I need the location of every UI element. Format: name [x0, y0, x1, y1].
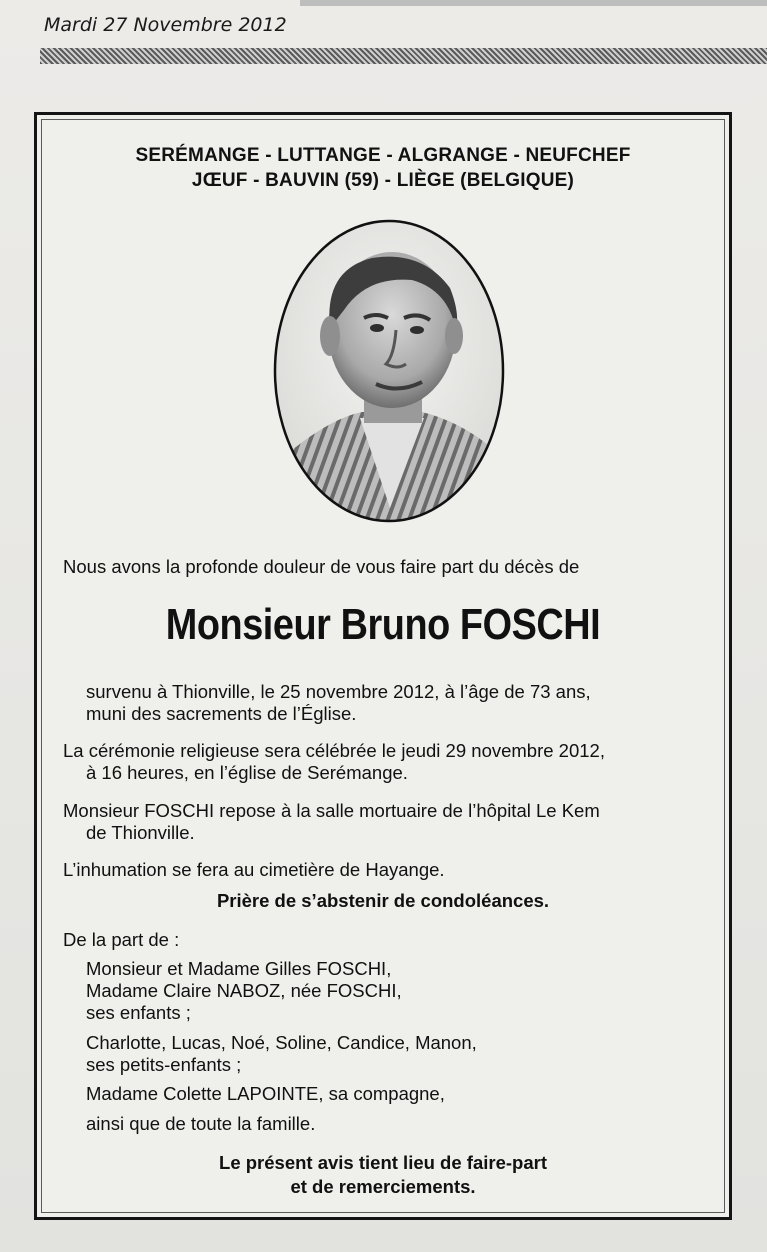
family-children-1: Monsieur et Madame Gilles FOSCHI, [86, 958, 392, 979]
page-date: Mardi 27 Novembre 2012 [44, 14, 287, 36]
top-edge-band [300, 0, 767, 6]
notice-intro: Nous avons la profonde douleur de vous faire part du décès de [63, 556, 580, 577]
from-label: De la part de : [63, 929, 180, 950]
closing-line-2: et de remerciements. [290, 1176, 476, 1197]
towns-line-2: JŒUF - BAUVIN (59) - LIÈGE (BELGIQUE) [191, 170, 575, 191]
ceremony-line-1: La cérémonie religieuse sera célébrée le jeudi 29 novembre 2012, [63, 740, 605, 761]
rest-line-2: de Thionville. [86, 822, 195, 843]
closing-line-1: Le présent avis tient lieu de faire-part [219, 1152, 547, 1173]
portrait-photo [272, 218, 506, 524]
ceremony-line-2: à 16 heures, en l’église de Serémange. [86, 762, 408, 783]
family-grandchildren-1: Charlotte, Lucas, Noé, Soline, Candice, Manon, [86, 1032, 477, 1053]
rest-line-1: Monsieur FOSCHI repose à la salle mortuaire de l’hôpital Le Kem [63, 800, 600, 821]
death-line-2: muni des sacrements de l’Église. [86, 703, 357, 724]
death-line-1: survenu à Thionville, le 25 novembre 2012, à l’âge de 73 ans, [86, 681, 591, 702]
deceased-name: Monsieur Bruno FOSCHI [165, 600, 601, 649]
family-companion: Madame Colette LAPOINTE, sa compagne, [86, 1083, 445, 1104]
towns-line-1: SERÉMANGE - LUTTANGE - ALGRANGE - NEUFCHEF [135, 145, 631, 166]
family-all: ainsi que de toute la famille. [86, 1113, 316, 1134]
family-grandchildren-2: ses petits-enfants ; [86, 1054, 242, 1075]
condolences-note: Prière de s’abstenir de condoléances. [216, 890, 550, 911]
burial-info: L’inhumation se fera au cimetière de Hayange. [63, 859, 445, 880]
family-children-3: ses enfants ; [86, 1002, 191, 1023]
header-rule [40, 48, 767, 64]
family-children-2: Madame Claire NABOZ, née FOSCHI, [86, 980, 402, 1001]
